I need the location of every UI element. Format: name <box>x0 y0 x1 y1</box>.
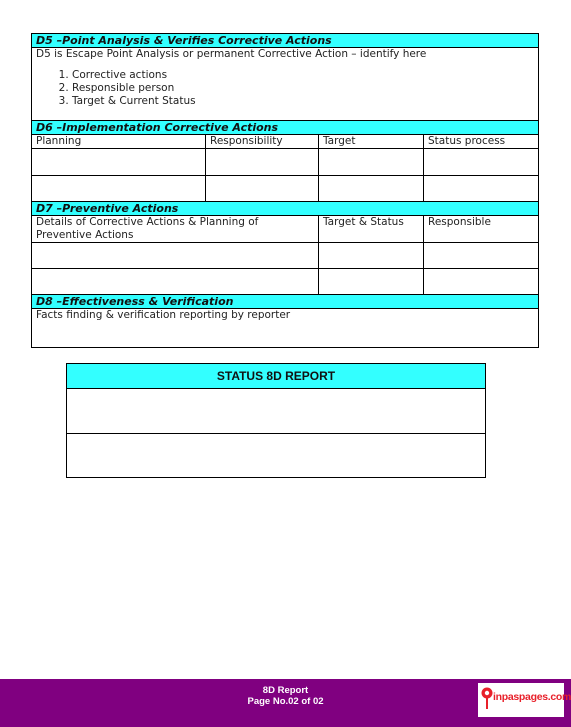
d5-section-body[interactable] <box>32 48 539 121</box>
pin-icon <box>481 686 493 710</box>
list-item: 2. Responsible person <box>72 82 534 95</box>
footer-page-number: Page No.02 of 02 <box>247 696 324 707</box>
d5-section-header: D5 –Point Analysis & Verifies Corrective Actions <box>32 34 539 48</box>
d6-col-status-process: Status process <box>424 135 539 149</box>
list-item: 3. Target & Current Status <box>72 95 534 108</box>
status-report-cell[interactable] <box>67 434 486 478</box>
d6-section-header: D6 –Implementation Corrective Actions <box>32 121 539 135</box>
d6-cell-target[interactable] <box>319 149 424 176</box>
d5-items-list <box>36 69 534 108</box>
d6-cell-responsibility[interactable] <box>206 149 319 176</box>
d7-cell-target-status[interactable] <box>319 269 424 295</box>
d7-cell-responsible[interactable] <box>424 243 539 269</box>
d6-cell-target[interactable] <box>319 176 424 202</box>
d7-cell-responsible[interactable] <box>424 269 539 295</box>
site-logo[interactable] <box>478 683 571 717</box>
8d-report-form <box>31 33 539 348</box>
page-footer <box>0 679 571 727</box>
d7-col-details: Details of Corrective Actions & Planning of Preventive Actions <box>32 216 319 243</box>
list-item: 1. Corrective actions <box>72 69 534 82</box>
d8-section-body[interactable] <box>32 309 539 348</box>
d5-description: D5 is Escape Point Analysis or permanent Corrective Action – identify here <box>36 48 427 60</box>
d6-col-target: Target <box>319 135 424 149</box>
d6-col-planning: Planning <box>32 135 206 149</box>
d7-cell-target-status[interactable] <box>319 243 424 269</box>
d7-cell-details[interactable] <box>32 269 319 295</box>
status-report-title: STATUS 8D REPORT <box>67 364 486 389</box>
status-report-table <box>66 363 486 478</box>
d6-cell-status-process[interactable] <box>424 149 539 176</box>
d6-cell-responsibility[interactable] <box>206 176 319 202</box>
d8-section-header: D8 –Effectiveness & Verification <box>32 295 539 309</box>
d7-cell-details[interactable] <box>32 243 319 269</box>
d6-col-responsibility: Responsibility <box>206 135 319 149</box>
footer-doc-title: 8D Report <box>262 685 309 696</box>
d8-description: Facts finding & verification reporting by reporter <box>36 309 291 321</box>
d6-cell-planning[interactable] <box>32 176 206 202</box>
d7-col-target-status: Target & Status <box>319 216 424 243</box>
d6-cell-planning[interactable] <box>32 149 206 176</box>
status-report-cell[interactable] <box>67 389 486 434</box>
logo-text: inpaspages.com <box>493 691 571 703</box>
d7-section-header: D7 –Preventive Actions <box>32 202 539 216</box>
d7-col-responsible: Responsible <box>424 216 539 243</box>
d6-cell-status-process[interactable] <box>424 176 539 202</box>
